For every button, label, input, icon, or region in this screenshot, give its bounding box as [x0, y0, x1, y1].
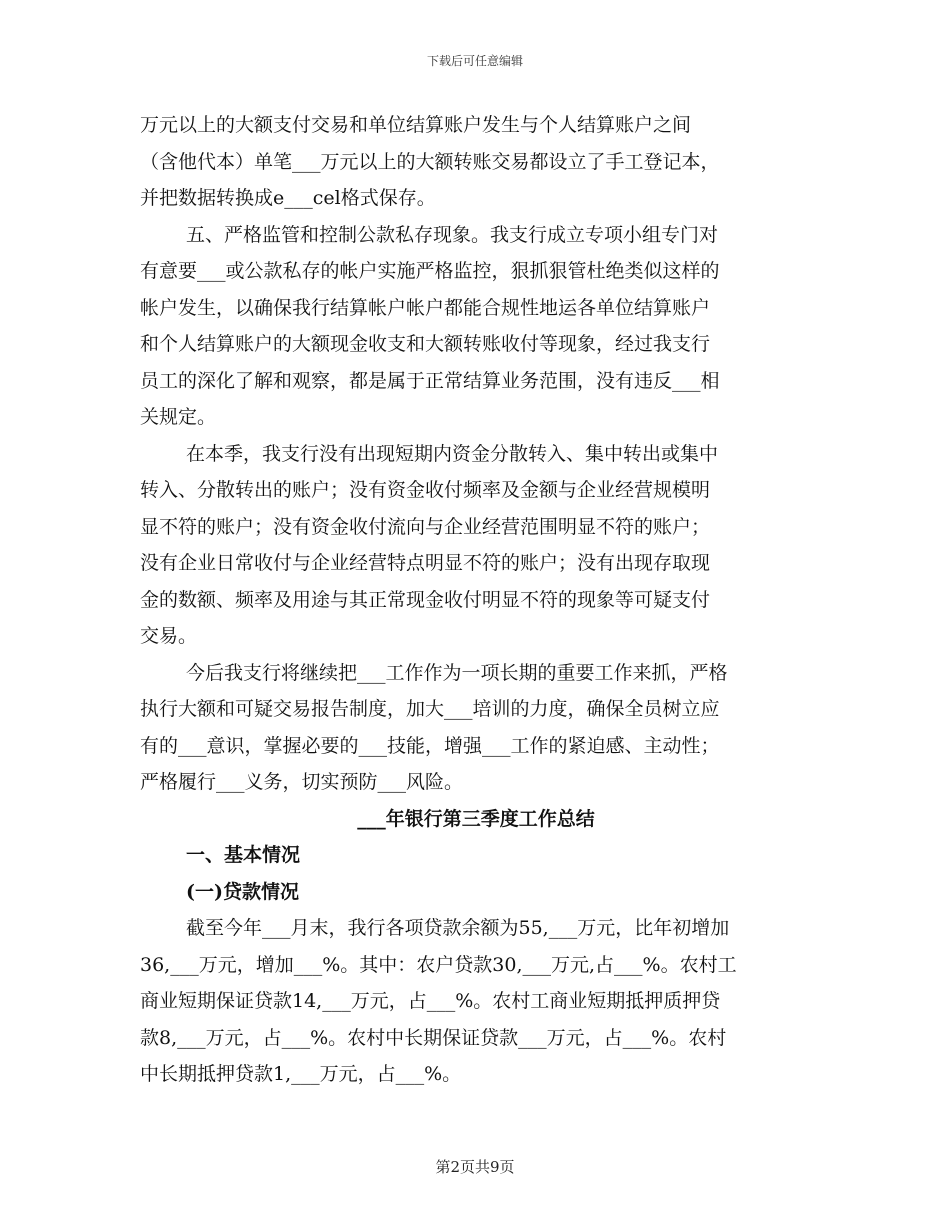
paragraph-start-line: 五、严格监管和控制公款私存现象。我支行成立专项小组专门对 — [186, 223, 719, 246]
body-line: 帐户发生，以确保我行结算帐户帐户都能合规性地运各单位结算账户 — [140, 296, 711, 319]
body-line: 金的数额、频率及用途与其正常现金收付明显不符的现象等可疑支付 — [140, 588, 711, 611]
document-body — [140, 107, 812, 1093]
body-line: 36,___万元，增加___%。其中：农户贷款30,___万元,占___%。农村工 — [140, 953, 737, 976]
body-line: 严格履行___义务，切实预防___风险。 — [140, 771, 464, 793]
paragraph-start-line: 在本季，我支行没有出现短期内资金分散转入、集中转出或集中 — [186, 442, 719, 465]
body-line: 和个人结算账户的大额现金收支和大额转账收付等现象，经过我支行 — [140, 333, 711, 355]
body-line: 执行大额和可疑交易报告制度，加大___培训的力度，确保全员树立应 — [140, 698, 720, 720]
body-line: 转入、分散转出的账户；没有资金收付频率及金额与企业经营规模明 — [140, 479, 711, 501]
body-line: 款8,___万元，占___%。农村中长期保证贷款___万元，占___%。农村 — [140, 1026, 727, 1049]
document-title: ___年银行第三季度工作总结 — [357, 807, 595, 830]
body-line: 有意要___或公款私存的帐户实施严格监控，狠抓狠管杜绝类似这样的 — [140, 260, 720, 282]
body-line: 并把数据转换成e___cel格式保存。 — [140, 187, 436, 209]
body-line: 员工的深化了解和观察，都是属于正常结算业务范围，没有违反___相 — [140, 369, 720, 392]
body-line: 显不符的账户；没有资金收付流向与企业经营范围明显不符的账户； — [140, 515, 711, 538]
body-line: 商业短期保证贷款14,___万元，占___%。农村工商业短期抵押质押贷 — [140, 990, 721, 1012]
body-line: （含他代本）单笔___万元以上的大额转账交易都设立了手工登记本， — [140, 150, 720, 173]
body-line: 万元以上的大额支付交易和单位结算账户发生与个人结算账户之间 — [140, 114, 692, 136]
page-header: 下载后可任意编辑 — [426, 54, 523, 68]
body-line: 有的___意识，掌握必要的___技能，增强___工作的紧迫感、主动性； — [140, 734, 720, 757]
subsection-heading: (一)贷款情况 — [186, 880, 299, 903]
body-line: 关规定。 — [140, 406, 217, 428]
paragraph-start-line: 截至今年___月末，我行各项贷款余额为55,___万元，比年初增加 — [186, 917, 730, 939]
body-line: 中长期抵押贷款1,___万元，占___%。 — [140, 1063, 462, 1085]
body-line: 没有企业日常收付与企业经营特点明显不符的账户；没有出现存取现 — [140, 552, 711, 574]
page-number: 第2页共9页 — [435, 1158, 515, 1176]
paragraph-start-line: 今后我支行将继续把___工作作为一项长期的重要工作来抓，严格 — [186, 661, 728, 684]
body-line: 交易。 — [140, 625, 198, 647]
section-heading: 一、基本情况 — [186, 844, 301, 866]
